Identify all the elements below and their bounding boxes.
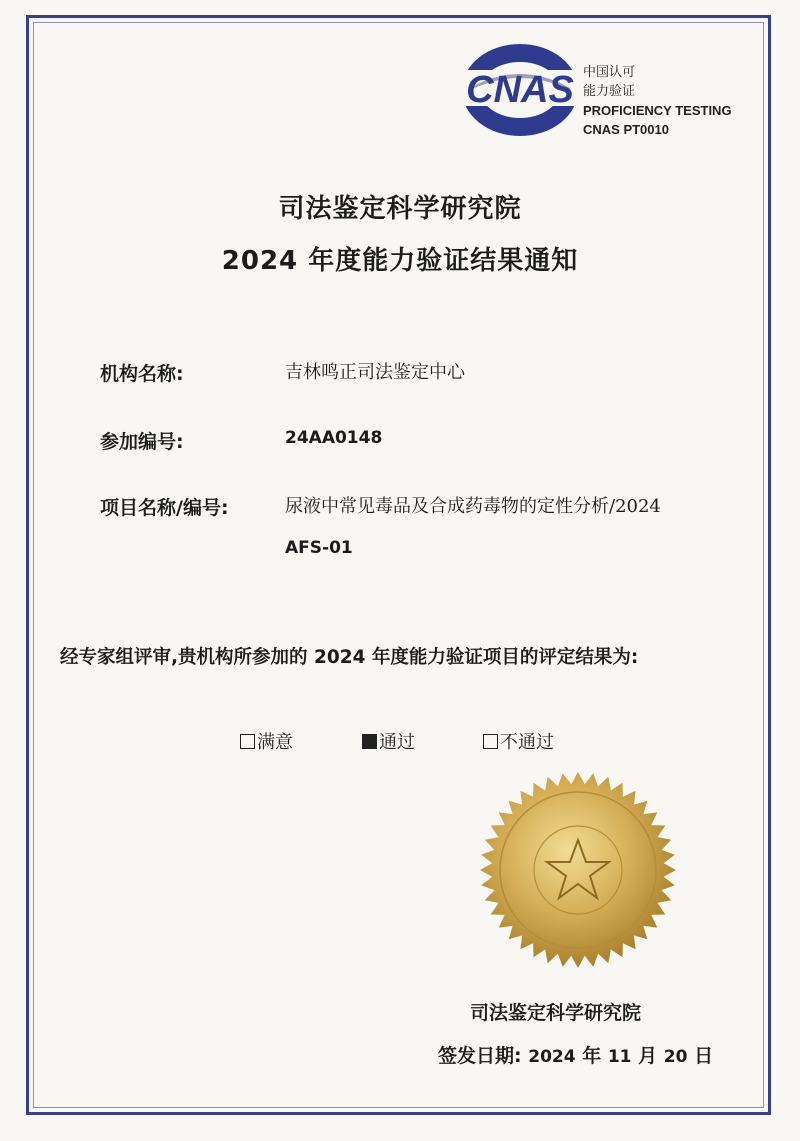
option-fail-label: 不通过 <box>500 732 554 753</box>
page-subtitle: 2024 年度能力验证结果通知 <box>221 246 579 276</box>
id-value: 24AA0148 <box>285 428 383 448</box>
option-satisfactory-label: 满意 <box>257 732 293 753</box>
date-day: 20 <box>663 1047 688 1067</box>
cnas-caption <box>583 63 732 139</box>
option-satisfactory <box>240 728 293 754</box>
page-title: 司法鉴定科学研究院 <box>278 194 522 224</box>
gold-seal <box>478 770 678 970</box>
project-label: 项目名称/编号: <box>100 497 229 519</box>
option-pass <box>362 728 415 754</box>
id-label: 参加编号: <box>100 431 184 453</box>
date-label: 签发日期: <box>438 1045 522 1067</box>
cnas-wordmark: CNAS <box>466 69 574 111</box>
cnas-line-4: CNAS PT0010 <box>583 122 669 137</box>
org-value: 吉林鸣正司法鉴定中心 <box>285 362 465 383</box>
cnas-line-1: 中国认可 <box>583 65 636 80</box>
issue-date <box>438 1041 713 1068</box>
cnas-line-2: 能力验证 <box>583 84 636 99</box>
result-statement: 经专家组评审,贵机构所参加的 2024 年度能力验证项目的评定结果为: <box>60 647 639 668</box>
date-year: 2024 <box>528 1047 576 1067</box>
date-year-unit: 年 <box>582 1045 602 1067</box>
checkbox-satisfactory <box>240 734 255 749</box>
project-value-line2: AFS-01 <box>285 538 353 558</box>
option-pass-label: 通过 <box>379 732 415 753</box>
cnas-logo <box>458 40 583 140</box>
cnas-line-3: PROFICIENCY TESTING <box>583 103 732 118</box>
issuer-name: 司法鉴定科学研究院 <box>470 1002 642 1024</box>
date-month-unit: 月 <box>638 1045 658 1067</box>
checkbox-pass <box>362 734 377 749</box>
project-value-line1: 尿液中常见毒品及合成药毒物的定性分析/2024 <box>285 496 661 517</box>
option-fail <box>483 728 554 754</box>
date-day-unit: 日 <box>694 1045 714 1067</box>
org-label: 机构名称: <box>100 363 184 385</box>
date-month: 11 <box>607 1047 632 1067</box>
checkbox-fail <box>483 734 498 749</box>
